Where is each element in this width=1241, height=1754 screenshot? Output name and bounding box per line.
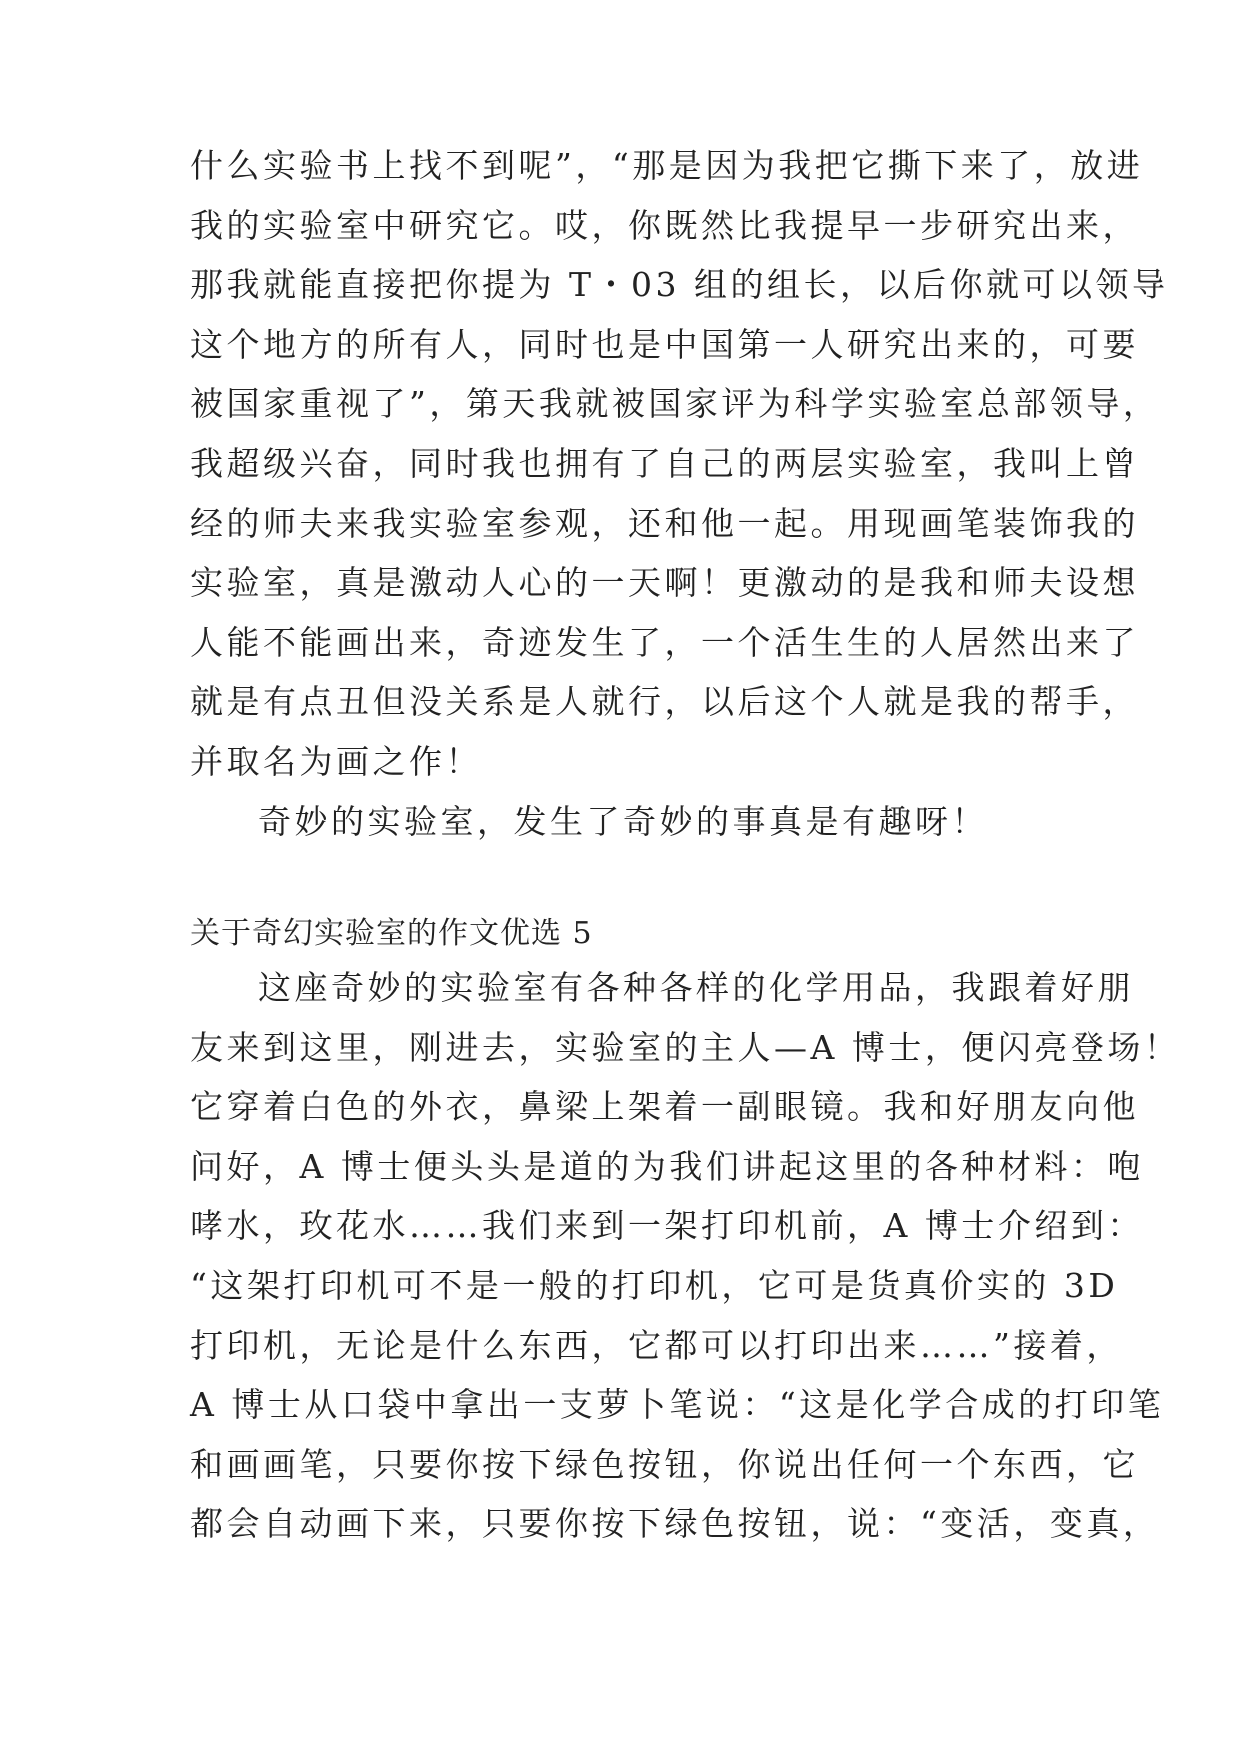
paragraph-line: 并取名为画之作！ [190, 741, 482, 781]
paragraph-line: 人能不能画出来，奇迹发生了，一个活生生的人居然出来了 [190, 622, 1139, 662]
paragraph-line: 这座奇妙的实验室有各种各样的化学用品，我跟着好朋 [258, 968, 1134, 1007]
paragraph-line: 实验室，真是激动人心的一天啊！更激动的是我和师夫设想 [190, 563, 1139, 603]
paragraph-line: 哮水，玫花水……我们来到一架打印机前，A 博士介绍到： [190, 1206, 1144, 1246]
paragraph-line: “这架打印机可不是一般的打印机，它可是货真价实的 3D [190, 1265, 1119, 1305]
paragraph-line: 被国家重视了”，第天我就被国家评为科学实验室总部领导， [190, 384, 1160, 424]
paragraph-line: 我超级兴奋，同时我也拥有了自己的两层实验室，我叫上曾 [190, 443, 1139, 483]
paragraph-line: 和画画笔，只要你按下绿色按钮，你说出任何一个东西，它 [190, 1444, 1139, 1484]
closing-line: 奇妙的实验室，发生了奇妙的事真是有趣呀！ [258, 801, 988, 841]
paragraph-line: 它穿着白色的外衣，鼻梁上架着一副眼镜。我和好朋友向他 [190, 1087, 1139, 1127]
paragraph-line: 友来到这里，刚进去，实验室的主人—A 博士，便闪亮登场！ [190, 1027, 1181, 1067]
paragraph-line: A 博士从口袋中拿出一支萝卜笔说：“这是化学合成的打印笔 [190, 1385, 1165, 1425]
paragraph-line: 这个地方的所有人，同时也是中国第一人研究出来的，可要 [190, 324, 1139, 364]
paragraph-line: 我的实验室中研究它。哎，你既然比我提早一步研究出来， [190, 205, 1139, 245]
paragraph-line: 问好，A 博士便头头是道的为我们讲起这里的各种材料：咆 [190, 1146, 1144, 1186]
essay-heading: 关于奇幻实验室的作文优选 5 [190, 916, 593, 951]
paragraph-line: 那我就能直接把你提为 T・03 组的组长，以后你就可以领导 [190, 265, 1169, 305]
paragraph-line: 经的师夫来我实验室参观，还和他一起。用现画笔装饰我的 [190, 503, 1139, 543]
story-continuation [190, 136, 1169, 851]
paragraph-line: 就是有点丑但没关系是人就行，以后这个人就是我的帮手， [190, 682, 1139, 722]
paragraph-line: 都会自动画下来，只要你按下绿色按钮，说：“变活，变真， [190, 1504, 1160, 1544]
essay-body [190, 958, 1181, 1554]
paragraph-line: 打印机，无论是什么东西，它都可以打印出来……”接着， [190, 1325, 1123, 1365]
paragraph-line: 什么实验书上找不到呢”，“那是因为我把它撕下来了，放进 [190, 146, 1144, 185]
